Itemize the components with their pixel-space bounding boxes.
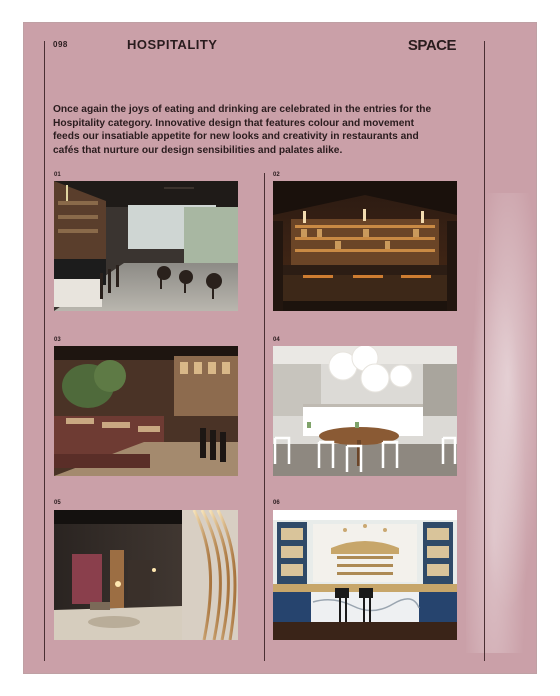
photo-06 <box>273 510 457 640</box>
right-margin-rule <box>484 41 485 661</box>
photo-05 <box>54 510 238 640</box>
entry-number: 06 <box>273 500 280 506</box>
page-number: 098 <box>53 40 68 49</box>
photo-02 <box>273 181 457 311</box>
entry-number: 01 <box>54 172 61 178</box>
photo-01 <box>54 181 238 311</box>
entry-number: 04 <box>273 337 280 343</box>
center-column-rule <box>264 173 265 661</box>
photo-04 <box>273 346 457 476</box>
entry-number: 05 <box>54 500 61 506</box>
left-margin-rule <box>44 41 45 661</box>
brand-logo: SPACE <box>407 37 456 54</box>
entry-number: 03 <box>54 337 61 343</box>
magazine-page <box>23 22 537 674</box>
photo-03 <box>54 346 238 476</box>
entry-number: 02 <box>273 172 280 178</box>
section-title: HOSPITALITY <box>127 37 218 52</box>
watercolor-wash <box>466 193 536 653</box>
intro-paragraph: Once again the joys of eating and drinking are celebrated in the entries for the Hospitality category. Innovative design that features colour and movement feeds our insatiable appetite for new looks and creativity in restaurants and cafés that nurture our design sensibilities and palates alike. <box>53 104 432 156</box>
